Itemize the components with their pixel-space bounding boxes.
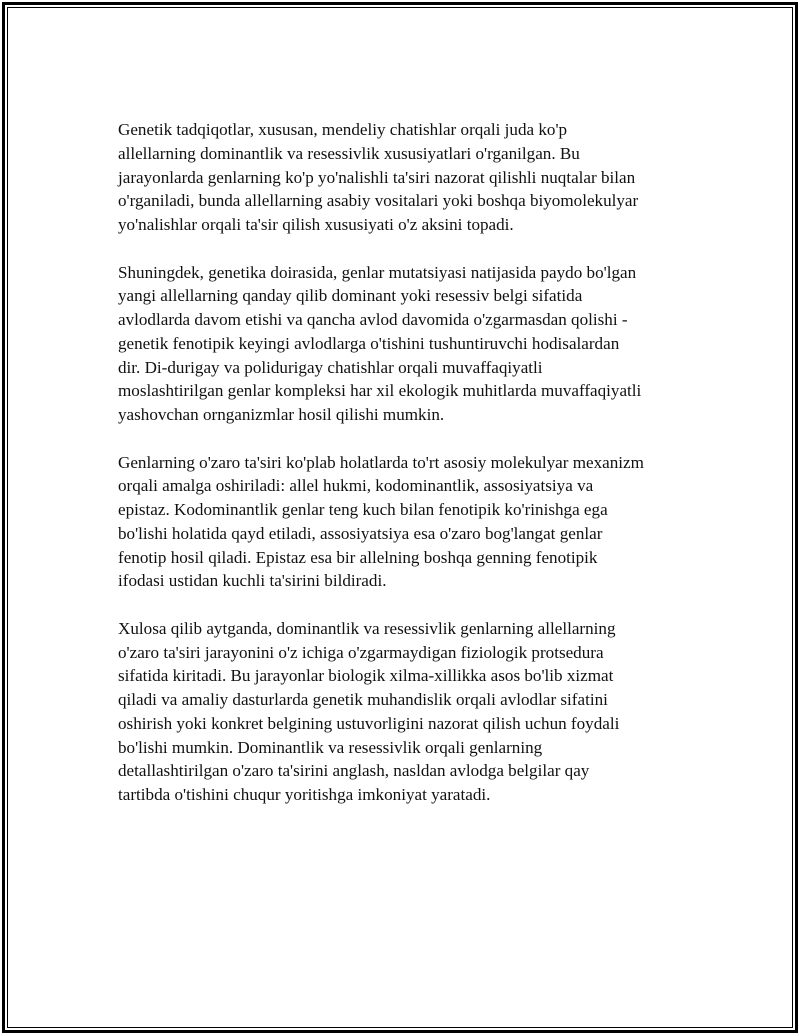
text-line: o'rganiladi, bunda allellarning asabiy vositalari yoki boshqa biyomolekulyar xyxy=(118,191,639,211)
text-line: Genlarning o'zaro ta'siri ko'plab holatlarda to'rt asosiy molekulyar mexanizm xyxy=(118,452,644,472)
text-line: detallashtirilgan o'zaro ta'sirini anglash, nasldan avlodga belgilar qay xyxy=(118,761,590,781)
text-line: oshirish yoki konkret belgining ustuvorligini nazorat qilish uchun foydali xyxy=(118,713,620,733)
text-line: allellarning dominantlik va resessivlik xususiyatlari o'rganilgan. Bu xyxy=(118,143,580,163)
text-line: bo'lishi mumkin. Dominantlik va resessivlik orqali genlarning xyxy=(118,737,543,757)
text-line: genetik fenotipik keyingi avlodlarga o'tishini tushuntiruvchi hodisalardan xyxy=(118,333,620,353)
text-line: orqali amalga oshiriladi: allel hukmi, kodominantlik, assosiyatsiya va xyxy=(118,476,594,496)
paragraph-genetic-research xyxy=(118,118,693,237)
text-line: o'zaro ta'siri jarayonini o'z ichiga o'zgarmaydigan fiziologik protsedura xyxy=(118,642,604,662)
text-line: moslashtirilgan genlar kompleksi har xil ekologik muhitlarda muvaffaqiyatli xyxy=(118,381,642,401)
text-line: dir. Di-durigay va polidurigay chatishlar orqali muvaffaqiyatli xyxy=(118,357,543,377)
text-line: yo'nalishlar orqali ta'sir qilish xususiyati o'z aksini topadi. xyxy=(118,215,514,234)
text-line: bo'lishi holatida qayd etiladi, assosiyatsiya esa o'zaro bog'langat genlar xyxy=(118,523,603,543)
text-line: sifatida kiritadi. Bu jarayonlar biologik xilma-xillikka asos bo'lib xizmat xyxy=(118,666,614,686)
text-line: epistaz. Kodominantlik genlar teng kuch bilan fenotipik ko'rinishga ega xyxy=(118,500,608,519)
text-line: fenotip hosil qiladi. Epistaz esa bir allelning boshqa genning fenotipik xyxy=(118,547,598,567)
text-line: Xulosa qilib aytganda, dominantlik va resessivlik genlarning allellarning xyxy=(118,618,616,638)
text-line: jarayonlarda genlarning ko'p yo'nalishli ta'siri nazorat qilishli nuqtalar bilan xyxy=(118,167,636,187)
paragraph-conclusion xyxy=(118,617,693,807)
text-line: Genetik tadqiqotlar, xususan, mendeliy chatishlar orqali juda ko'p xyxy=(118,120,568,139)
text-line: ifodasi ustidan kuchli ta'sirini bildiradi. xyxy=(118,571,387,591)
paragraph-mutations xyxy=(118,261,693,427)
paragraph-gene-interaction xyxy=(118,451,693,594)
text-line: avlodlarda davom etishi va qancha avlod davomida o'zgarmasdan qolishi - xyxy=(118,310,628,329)
text-line: yangi allellarning qanday qilib dominant yoki resessiv belgi sifatida xyxy=(118,286,583,306)
text-line: tartibda o'tishini chuqur yoritishga imkoniyat yaratadi. xyxy=(118,785,491,804)
text-line: Shuningdek, genetika doirasida, genlar mutatsiyasi natijasida paydo bo'lgan xyxy=(118,262,637,282)
document-body xyxy=(118,118,693,831)
text-line: qiladi va amaliy dasturlarda genetik muhandislik orqali avlodlar sifatini xyxy=(118,690,608,709)
text-line: yashovchan ornganizmlar hosil qilishi mumkin. xyxy=(118,405,445,424)
